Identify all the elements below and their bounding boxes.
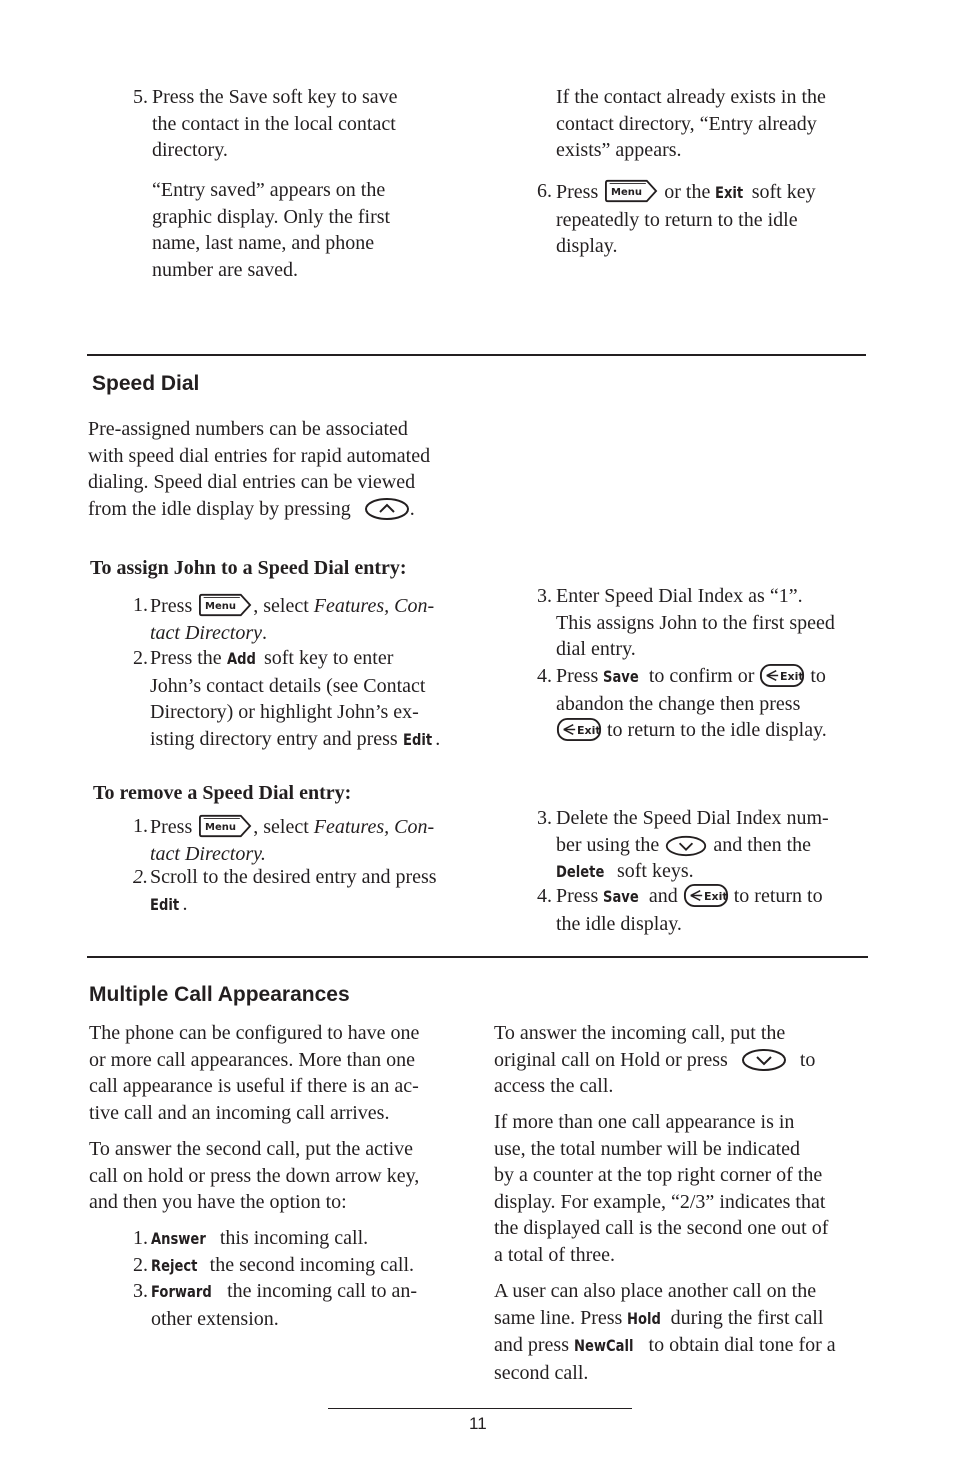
svg-text:Menu: Menu: [205, 601, 237, 612]
menu-path: tact Directory.: [150, 842, 266, 865]
text-fragment: soft key: [751, 181, 816, 203]
up-arrow-key-icon: [364, 497, 410, 521]
step-number: 1.: [133, 594, 148, 616]
text-fragment: or the: [664, 181, 711, 203]
text-line: graphic display. Only the first: [152, 205, 391, 228]
text-fragment: same line. Press: [494, 1306, 623, 1329]
text-fragment: and press: [494, 1334, 569, 1356]
text-fragment: Press: [150, 816, 193, 838]
answer-soft-key-label: Answer: [151, 1229, 206, 1248]
text-fragment: .: [262, 621, 268, 644]
text-fragment: the incoming call to an-: [227, 1280, 418, 1302]
text-line: exists” appears.: [556, 139, 682, 161]
text-line: Scroll to the desired entry and press: [150, 866, 437, 888]
svg-text:Menu: Menu: [611, 187, 643, 198]
text-fragment: original call on Hold or press: [494, 1048, 728, 1071]
edit-soft-key-label: Edit: [402, 729, 432, 749]
list-item: [118, 1225, 468, 1252]
text-fragment: ber using the: [556, 833, 660, 856]
text-line: the displayed call is the second one out of: [494, 1217, 829, 1239]
text-line: other extension.: [151, 1307, 279, 1330]
text-line: use, the total number will be indicated: [494, 1137, 801, 1160]
mca-options-list: [118, 1225, 468, 1331]
text-line: contact directory, “Entry already: [556, 112, 817, 135]
save-soft-key-label: Save: [603, 667, 639, 686]
text-fragment: to: [799, 1048, 816, 1071]
step-number: 4.: [537, 665, 552, 687]
entry-saved-note: [152, 177, 462, 283]
down-arrow-key-icon: [664, 835, 708, 857]
svg-text:Exit: Exit: [703, 890, 728, 903]
menu-path: Features, Con-: [313, 816, 435, 838]
text-line: display. For example, “2/3” indicates that: [494, 1190, 826, 1213]
text-line: Directory) or highlight John’s ex-: [150, 701, 419, 723]
mca-paragraph-1: [89, 1020, 469, 1126]
edit-soft-key-label: Edit: [150, 894, 180, 914]
menu-key-icon: [197, 813, 253, 839]
text-fragment: to confirm or: [648, 665, 755, 687]
step-number: 1.: [133, 1227, 148, 1249]
text-fragment: .: [409, 497, 415, 520]
text-fragment: to obtain dial tone for a: [648, 1334, 836, 1356]
step-number: 3.: [537, 585, 552, 607]
text-fragment: to return to: [733, 885, 823, 907]
list-item: [118, 1252, 468, 1279]
entry-exists-note: [556, 84, 886, 164]
text-fragment: during the first call: [670, 1306, 824, 1329]
exit-key-icon: [759, 663, 805, 688]
speed-dial-intro: [88, 416, 488, 522]
reject-soft-key-label: Reject: [151, 1255, 198, 1275]
text-fragment: .: [435, 727, 441, 750]
speed-dial-heading: Speed Dial: [92, 372, 200, 395]
text-line: tive call and an incoming call arrives.: [89, 1101, 390, 1124]
down-arrow-key-icon: [741, 1048, 787, 1072]
text-line: Enter Speed Dial Index as “1”.: [556, 585, 803, 607]
text-fragment: Press the: [150, 647, 222, 669]
text-fragment: Press: [556, 181, 599, 203]
text-fragment: to return to the idle display.: [607, 719, 827, 741]
newcall-soft-key-label: NewCall: [573, 1336, 634, 1355]
text-line: To answer the incoming call, put the: [494, 1022, 786, 1044]
text-fragment: to: [810, 665, 826, 687]
step-number: 3.: [133, 1280, 148, 1302]
list-item: [118, 1278, 468, 1331]
assign-heading: To assign John to a Speed Dial entry:: [90, 557, 407, 579]
text-fragment: soft keys.: [616, 860, 694, 882]
svg-text:Exit: Exit: [577, 724, 601, 737]
text-line: John’s contact details (see Contact: [150, 674, 426, 697]
menu-key-icon: [197, 592, 253, 618]
text-line: with speed dial entries for rapid automated: [88, 444, 431, 467]
text-fragment: , select: [253, 816, 309, 838]
text-fragment: and then the: [713, 833, 812, 856]
text-line: a total of three.: [494, 1243, 616, 1266]
text-fragment: .: [182, 892, 188, 915]
step-number: 5.: [133, 86, 148, 108]
text-line: name, last name, and phone: [152, 232, 375, 254]
step-number: 2.: [133, 866, 148, 888]
text-line: the contact in the local contact: [152, 112, 396, 135]
text-fragment: the second incoming call.: [209, 1253, 415, 1276]
text-line: the idle display.: [556, 912, 682, 935]
text-line: dialing. Speed dial entries can be viewed: [88, 471, 416, 493]
text-fragment: Press: [150, 595, 193, 617]
text-line: The phone can be configured to have one: [89, 1022, 420, 1044]
text-line: and then you have the option to:: [89, 1191, 347, 1213]
mca-right-paragraph-1: [494, 1020, 874, 1100]
add-soft-key-label: Add: [226, 649, 256, 668]
remove-heading: To remove a Speed Dial entry:: [93, 782, 352, 804]
mca-right-paragraph-2: [494, 1109, 874, 1268]
text-line: A user can also place another call on the: [494, 1280, 817, 1302]
text-line: second call.: [494, 1361, 589, 1384]
step-number: 2.: [133, 1253, 148, 1276]
text-line: repeatedly to return to the idle: [556, 208, 798, 231]
text-fragment: , select: [253, 595, 309, 617]
mca-right-paragraph-3: [494, 1278, 874, 1386]
exit-soft-key-label: Exit: [715, 183, 744, 202]
exit-key-icon: [556, 717, 602, 742]
svg-text:Exit: Exit: [780, 670, 805, 683]
text-line: Delete the Speed Dial Index num-: [556, 807, 829, 829]
section-divider: [87, 354, 866, 356]
mca-paragraph-2: [89, 1136, 469, 1216]
footer-rule: [328, 1408, 632, 1409]
text-line: abandon the change then press: [556, 692, 801, 715]
menu-path: tact Directory: [150, 621, 263, 644]
text-line: If the contact already exists in the: [556, 86, 826, 108]
text-line: by a counter at the top right corner of the: [494, 1164, 823, 1186]
forward-soft-key-label: Forward: [151, 1282, 212, 1301]
step-number: 1.: [133, 815, 148, 837]
text-line: Press the Save soft key to save: [152, 86, 398, 108]
text-fragment: Press: [556, 665, 599, 687]
step-number: 6.: [537, 180, 552, 202]
multiple-call-appearances-heading: Multiple Call Appearances: [89, 983, 350, 1006]
text-line: This assigns John to the first speed: [556, 611, 835, 634]
text-fragment: this incoming call.: [219, 1227, 369, 1249]
text-fragment: Press: [556, 885, 599, 907]
section-divider: [87, 956, 868, 958]
text-line: access the call.: [494, 1075, 614, 1097]
save-soft-key-label: Save: [603, 887, 639, 906]
delete-soft-key-label: Delete: [556, 862, 605, 881]
text-line: Pre-assigned numbers can be associated: [88, 418, 408, 440]
text-fragment: and: [648, 885, 678, 907]
text-fragment: from the idle display by pressing: [88, 497, 351, 520]
text-line: If more than one call appearance is in: [494, 1111, 795, 1133]
text-line: directory.: [152, 139, 228, 161]
svg-text:Menu: Menu: [205, 822, 237, 833]
exit-key-icon: [683, 883, 729, 908]
step-number: 2.: [133, 647, 148, 669]
text-line: number are saved.: [152, 258, 299, 281]
text-line: dial entry.: [556, 638, 636, 660]
hold-soft-key-label: Hold: [627, 1308, 662, 1328]
page-number: 11: [469, 1414, 487, 1433]
text-line: To answer the second call, put the active: [89, 1138, 414, 1160]
text-line: call appearance is useful if there is an ac-: [89, 1075, 419, 1097]
step-number: 3.: [537, 807, 552, 829]
text-fragment: soft key to enter: [263, 647, 394, 669]
menu-key-icon: [603, 178, 659, 204]
text-line: “Entry saved” appears on the: [152, 179, 386, 201]
text-fragment: isting directory entry and press: [150, 727, 398, 750]
text-line: call on hold or press the down arrow key,: [89, 1164, 420, 1187]
text-line: or more call appearances. More than one: [89, 1048, 415, 1071]
step-number: 4.: [537, 885, 552, 907]
menu-path: Features, Con-: [313, 595, 435, 617]
text-line: display.: [556, 235, 618, 257]
